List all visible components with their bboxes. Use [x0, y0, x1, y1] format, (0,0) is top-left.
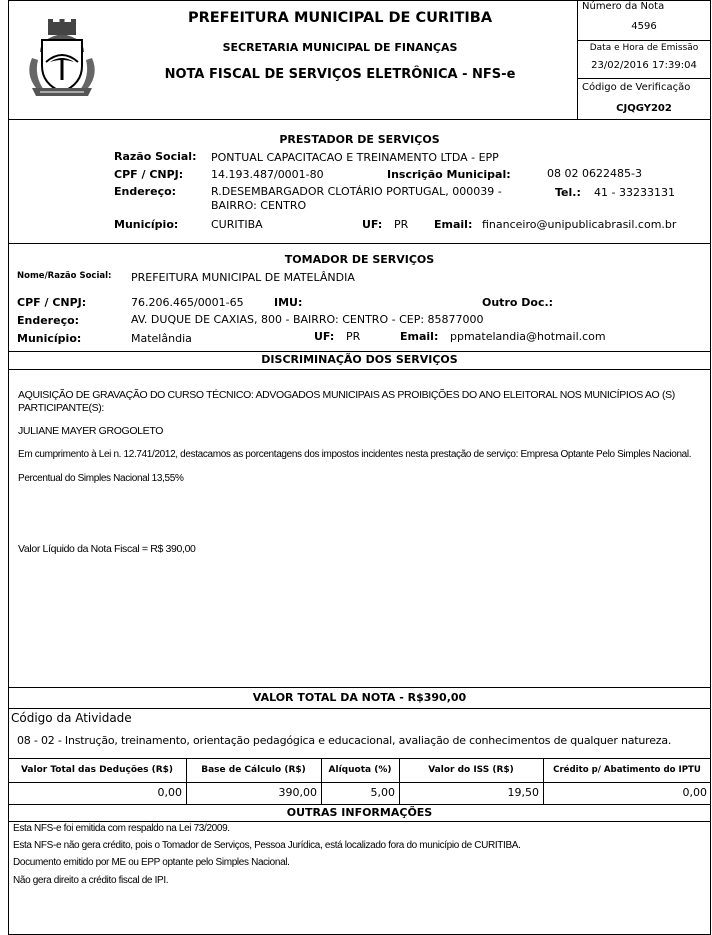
city-title: PREFEITURA MUNICIPAL DE CURITIBA: [187, 10, 493, 26]
prestador-endereco-line1: R.DESEMBARGADOR CLOTÁRIO PORTUGAL, 000039 -: [211, 185, 502, 198]
tomador-uf-value: PR: [346, 330, 361, 343]
table-header-credito-iptu: Crédito p/ Abatimento do IPTU: [553, 765, 701, 775]
outras-info-line: Esta NFS-e não gera crédito, pois o Tomador de Serviços, Pessoa Jurídica, está localizado fora do município de CURITIBA.: [13, 840, 521, 851]
prestador-tel-value: 41 - 33233131: [594, 186, 675, 199]
prestador-email-value: financeiro@unipublicabrasil.com.br: [482, 218, 677, 231]
city-coat-of-arms-icon: [22, 18, 102, 98]
prestador-inscricao-label: Inscrição Municipal:: [387, 168, 511, 181]
table-value-valor-iss: 19,50: [507, 786, 539, 799]
table-value-aliquota: 5,00: [370, 786, 395, 799]
numero-label: Número da Nota: [582, 1, 665, 12]
discriminacao-section-title: DISCRIMINAÇÃO DOS SERVIÇOS: [261, 353, 458, 366]
table-value-credito-iptu: 0,00: [682, 786, 707, 799]
data-emissao-value: 23/02/2016 17:39:04: [591, 60, 697, 71]
prestador-uf-label: UF:: [362, 218, 383, 231]
prestador-municipio-value: CURITIBA: [211, 218, 263, 231]
table-header-base-calculo: Base de Cálculo (R$): [201, 765, 306, 775]
discriminacao-tax-note: Em cumprimento à Lei n. 12.741/2012, destacamos as porcentagens dos impostos incidentes nesta prestação de serviço: Empresa Optante Pelo Simples Nacional.: [18, 449, 692, 460]
atividade-label: Código da Atividade: [11, 711, 132, 725]
tomador-endereco-value: AV. DUQUE DE CAXIAS, 800 - BAIRRO: CENTRO - CEP: 85877000: [131, 313, 484, 326]
header-box-divider-1: [577, 40, 711, 41]
data-emissao-label: Data e Hora de Emissão: [589, 43, 699, 53]
discriminacao-valor-liquido: Valor Líquido da Nota Fiscal = R$ 390,00: [18, 543, 196, 555]
department-title: SECRETARIA MUNICIPAL DE FINANÇAS: [222, 41, 458, 54]
discriminacao-description: AQUISIÇÃO DE GRAVAÇÃO DO CURSO TÉCNICO: ADVOGADOS MUNICIPAIS AS PROIBIÇÕES DO ANO ELEITORAL NOS MUNICÍPIOS AO (S) PARTICIPANTE(S):: [18, 389, 675, 414]
prestador-razao-label: Razão Social:: [114, 150, 197, 163]
prestador-tel-label: Tel.:: [555, 186, 581, 199]
valor-total-bottom-divider: [8, 708, 711, 709]
outras-section-title: OUTRAS INFORMAÇÕES: [286, 806, 433, 819]
discriminacao-participant: JULIANE MAYER GROGOLETO: [18, 425, 164, 437]
header-bottom-divider: [8, 119, 711, 120]
prestador-razao-value: PONTUAL CAPACITACAO E TREINAMENTO LTDA - EPP: [211, 151, 499, 164]
tomador-cpf-label: CPF / CNPJ:: [17, 296, 87, 309]
tomador-municipio-value: Matelândia: [131, 332, 192, 345]
discriminacao-simples-percent: Percentual do Simples Nacional 13,55%: [18, 473, 184, 484]
atividade-value: 08 - 02 - Instrução, treinamento, orientação pedagógica e educacional, avaliação de conhecimentos de qualquer natureza.: [17, 734, 672, 747]
prestador-endereco-label: Endereço:: [114, 185, 177, 198]
table-value-deducoes: 0,00: [157, 786, 182, 799]
discriminacao-top-divider: [8, 351, 711, 352]
tomador-imu-label: IMU:: [274, 296, 303, 309]
prestador-section-title: PRESTADOR DE SERVIÇOS: [279, 133, 440, 146]
tomador-uf-label: UF:: [314, 330, 335, 343]
numero-value: 4596: [631, 21, 657, 32]
tomador-nome-value: PREFEITURA MUNICIPAL DE MATELÂNDIA: [131, 271, 355, 284]
prestador-cpf-value: 14.193.487/0001-80: [211, 168, 324, 181]
valor-total-top-divider: [8, 687, 711, 688]
prestador-endereco-line2: BAIRRO: CENTRO: [211, 199, 307, 212]
tomador-municipio-label: Município:: [17, 332, 82, 345]
tomador-email-label: Email:: [400, 330, 439, 343]
table-header-valor-iss: Valor do ISS (R$): [428, 765, 514, 775]
outras-info-line: Esta NFS-e foi emitida com respaldo na Lei 73/2009.: [13, 823, 230, 834]
tomador-section-title: TOMADOR DE SERVIÇOS: [284, 253, 435, 266]
header-box-divider-2: [577, 78, 711, 79]
document-title: NOTA FISCAL DE SERVIÇOS ELETRÔNICA - NFS-e: [164, 67, 516, 82]
table-value-base-calculo: 390,00: [278, 786, 317, 799]
outras-info-line: Documento emitido por ME ou EPP optante pelo Simples Nacional.: [13, 857, 290, 868]
tomador-nome-label: Nome/Razão Social:: [17, 271, 112, 281]
table-header-aliquota: Alíquota (%): [328, 765, 392, 775]
codigo-verificacao-value: CJQGY202: [616, 103, 672, 114]
prestador-inscricao-value: 08 02 0622485-3: [547, 167, 642, 180]
table-header-deducoes: Valor Total das Deduções (R$): [20, 765, 174, 775]
prestador-municipio-label: Município:: [114, 218, 179, 231]
tomador-email-value: ppmatelandia@hotmail.com: [450, 330, 606, 343]
prestador-cpf-label: CPF / CNPJ:: [114, 168, 184, 181]
table-bottom-divider: [8, 804, 711, 805]
tomador-endereco-label: Endereço:: [17, 314, 80, 327]
outras-title-divider: [8, 821, 711, 822]
valor-total: VALOR TOTAL DA NOTA - R$390,00: [252, 691, 467, 704]
tomador-outro-doc-label: Outro Doc.:: [482, 296, 554, 309]
prestador-uf-value: PR: [394, 218, 409, 231]
outras-info-line: Não gera direito a crédito fiscal de IPI.: [13, 875, 169, 886]
prestador-bottom-divider: [8, 243, 711, 244]
tomador-cpf-value: 76.206.465/0001-65: [131, 296, 244, 309]
discriminacao-title-divider: [8, 369, 711, 370]
codigo-verificacao-label: Código de Verificação: [582, 82, 691, 93]
prestador-email-label: Email:: [434, 218, 473, 231]
